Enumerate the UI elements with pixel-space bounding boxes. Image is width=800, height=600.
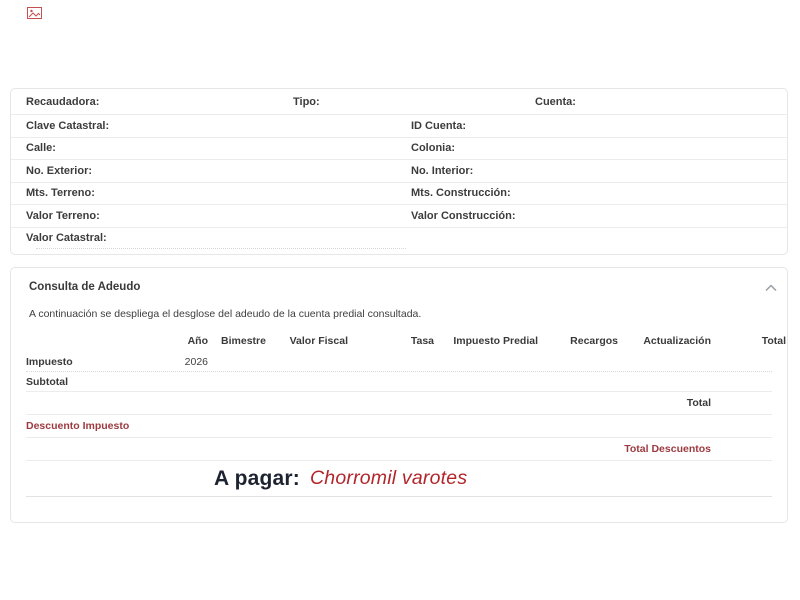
header-total: Total bbox=[761, 335, 786, 347]
row-label-total-descuentos: Total Descuentos bbox=[624, 443, 711, 455]
a-pagar-row bbox=[26, 461, 772, 497]
field-label-tipo: Tipo: bbox=[293, 95, 320, 108]
header-impuesto-predial: Impuesto Predial bbox=[453, 335, 538, 347]
field-label-no-exterior: No. Exterior: bbox=[26, 164, 93, 177]
field-label-colonia: Colonia: bbox=[411, 142, 455, 155]
field-row-bottom bbox=[11, 228, 787, 250]
field-row-top bbox=[11, 89, 787, 115]
table-row-impuesto bbox=[26, 352, 772, 372]
panel-header bbox=[11, 268, 787, 293]
row-label-total: Total bbox=[686, 397, 711, 409]
a-pagar-amount: Chorromil varotes bbox=[310, 467, 468, 489]
table-row-subtotal bbox=[26, 372, 772, 392]
header-tasa: Tasa bbox=[410, 335, 434, 347]
table-row-total-descuentos bbox=[26, 438, 772, 461]
field-row bbox=[11, 160, 787, 183]
field-label-cuenta: Cuenta: bbox=[535, 95, 576, 108]
field-label-mts-terreno: Mts. Terreno: bbox=[26, 187, 95, 200]
field-label-recaudadora: Recaudadora: bbox=[26, 95, 100, 108]
table-row-descuento-impuesto bbox=[26, 415, 772, 438]
field-label-mts-construccion: Mts. Construcción: bbox=[411, 187, 511, 200]
panel-description: A continuación se despliega el desglose del adeudo de la cuenta predial consultada. bbox=[29, 308, 422, 320]
value-underline bbox=[36, 248, 406, 249]
table-header-row bbox=[26, 330, 786, 352]
field-label-valor-catastral: Valor Catastral: bbox=[26, 232, 107, 245]
cell-anio-value: 2026 bbox=[184, 355, 208, 368]
panel-title: Consulta de Adeudo bbox=[29, 281, 141, 293]
chevron-up-icon[interactable] bbox=[765, 284, 777, 292]
header-anio: Año bbox=[187, 335, 208, 347]
field-row bbox=[11, 115, 787, 138]
a-pagar-label: A pagar: bbox=[214, 466, 300, 490]
row-label-subtotal: Subtotal bbox=[26, 375, 68, 388]
table-row-total bbox=[26, 392, 772, 415]
header-recargos: Recargos bbox=[570, 335, 618, 347]
field-row bbox=[11, 205, 787, 228]
consulta-adeudo-panel bbox=[10, 267, 788, 523]
field-label-valor-construccion: Valor Construcción: bbox=[411, 209, 516, 222]
row-label-impuesto: Impuesto bbox=[26, 355, 73, 368]
header-actualizacion: Actualización bbox=[643, 335, 711, 347]
broken-image-icon bbox=[27, 6, 42, 18]
field-label-valor-terreno: Valor Terreno: bbox=[26, 209, 100, 222]
field-row bbox=[11, 138, 787, 161]
header-valor-fiscal: Valor Fiscal bbox=[289, 335, 348, 347]
account-details-panel bbox=[10, 88, 788, 255]
field-label-no-interior: No. Interior: bbox=[411, 164, 474, 177]
field-label-id-cuenta: ID Cuenta: bbox=[411, 119, 466, 132]
field-row bbox=[11, 183, 787, 206]
field-label-calle: Calle: bbox=[26, 142, 56, 155]
row-label-descuento-impuesto: Descuento Impuesto bbox=[26, 420, 130, 432]
field-label-clave-catastral: Clave Catastral: bbox=[26, 119, 110, 132]
header-bimestre: Bimestre bbox=[221, 335, 266, 347]
adeudo-table bbox=[26, 330, 786, 497]
